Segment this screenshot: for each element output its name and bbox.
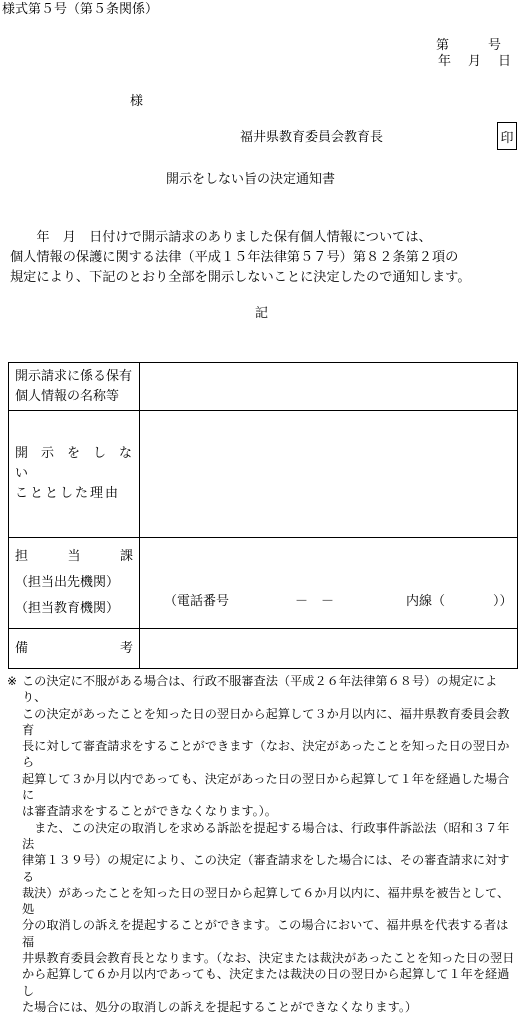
document-title: 開示をしない旨の決定通知書 bbox=[166, 172, 336, 187]
note-line: 律第１３９号）の規定により、この決定（審査請求をした場合には、その審査請求に対する bbox=[22, 853, 510, 884]
addressee-suffix: 様 bbox=[130, 94, 144, 109]
note-line: 長に対して審査請求をすることができます（なお、決定があったことを知った日の翌日から bbox=[22, 739, 510, 770]
paragraph-line: 個人情報の保護に関する法律（平成１５年法律第５７号）第８２条第２項の bbox=[10, 250, 459, 265]
note-line: 起算して３か月以内であっても、決定があった日の翌日から起算して１年を経過した場合に bbox=[22, 771, 510, 803]
department-value bbox=[140, 538, 518, 629]
note-line: この決定があったことを知った日の翌日から起算して３か月以内に、福井県教育委員会教育 bbox=[22, 706, 510, 737]
reason-label: 開 示 を し な い こととした理由 bbox=[9, 411, 140, 538]
notice-paragraph bbox=[10, 228, 516, 288]
remarks-value bbox=[140, 629, 518, 669]
info-name-label: 開示請求に係る保有 個人情報の名称等 bbox=[9, 363, 140, 411]
note-mark: ※ bbox=[7, 674, 18, 688]
department-label: 担 当 課 （担当出先機関） （担当教育機関） bbox=[9, 538, 140, 629]
info-name-value bbox=[140, 363, 518, 411]
table-row bbox=[9, 411, 518, 538]
paragraph-line: 規定により、下記のとおり全部を開示しないことに決定したので通知します。 bbox=[10, 270, 471, 285]
seal-mark: 印 bbox=[497, 122, 517, 150]
note-line: から起算して６か月以内であっても、決定または裁決の日の翌日から起算して１年を経過し bbox=[22, 967, 510, 998]
note-line: た場合には、処分の取消しの訴えを提起することができなくなります。） bbox=[22, 999, 418, 1014]
note-line: 分の取消しの訴えを提起することができます。この場合において、福井県を代表する者は福 bbox=[22, 918, 509, 949]
form-number: 様式第５号（第５条関係） bbox=[2, 2, 159, 17]
note-line: 井県教育委員会教育長となります。（なお、決定または裁決があったことを知った日の翌日 bbox=[22, 951, 515, 966]
appeal-notes bbox=[8, 673, 518, 1015]
table-row bbox=[9, 629, 518, 669]
document-number: 第 号 bbox=[436, 38, 502, 53]
phone-line: （電話番号 － － 内線（ ）） bbox=[164, 593, 513, 609]
note-line: 裁決）があったことを知った日の翌日から起算して６か月以内に、福井県を被告として、処 bbox=[22, 885, 510, 917]
remarks-label: 備 考 bbox=[9, 629, 140, 669]
ki-heading: 記 bbox=[255, 306, 269, 321]
note-line: また、この決定の取消しを求める訴訟を提起する場合は、行政事件訴訟法（昭和３７年法 bbox=[22, 820, 510, 851]
document-date: 年 月 日 bbox=[438, 54, 514, 69]
paragraph-line: 年 月 日付けで開示請求のありました保有個人情報については、 bbox=[10, 230, 432, 245]
table-row bbox=[9, 538, 518, 629]
note-line: は審査請求をすることができなくなります。）。 bbox=[22, 804, 277, 819]
details-table bbox=[8, 362, 518, 669]
note-line: この決定に不服がある場合は、行政不服審査法（平成２６年法律第６８号）の規定により、 bbox=[22, 674, 498, 705]
table-row bbox=[9, 363, 518, 411]
reason-value bbox=[140, 411, 518, 538]
sender-name: 福井県教育委員会教育長 bbox=[240, 130, 384, 145]
